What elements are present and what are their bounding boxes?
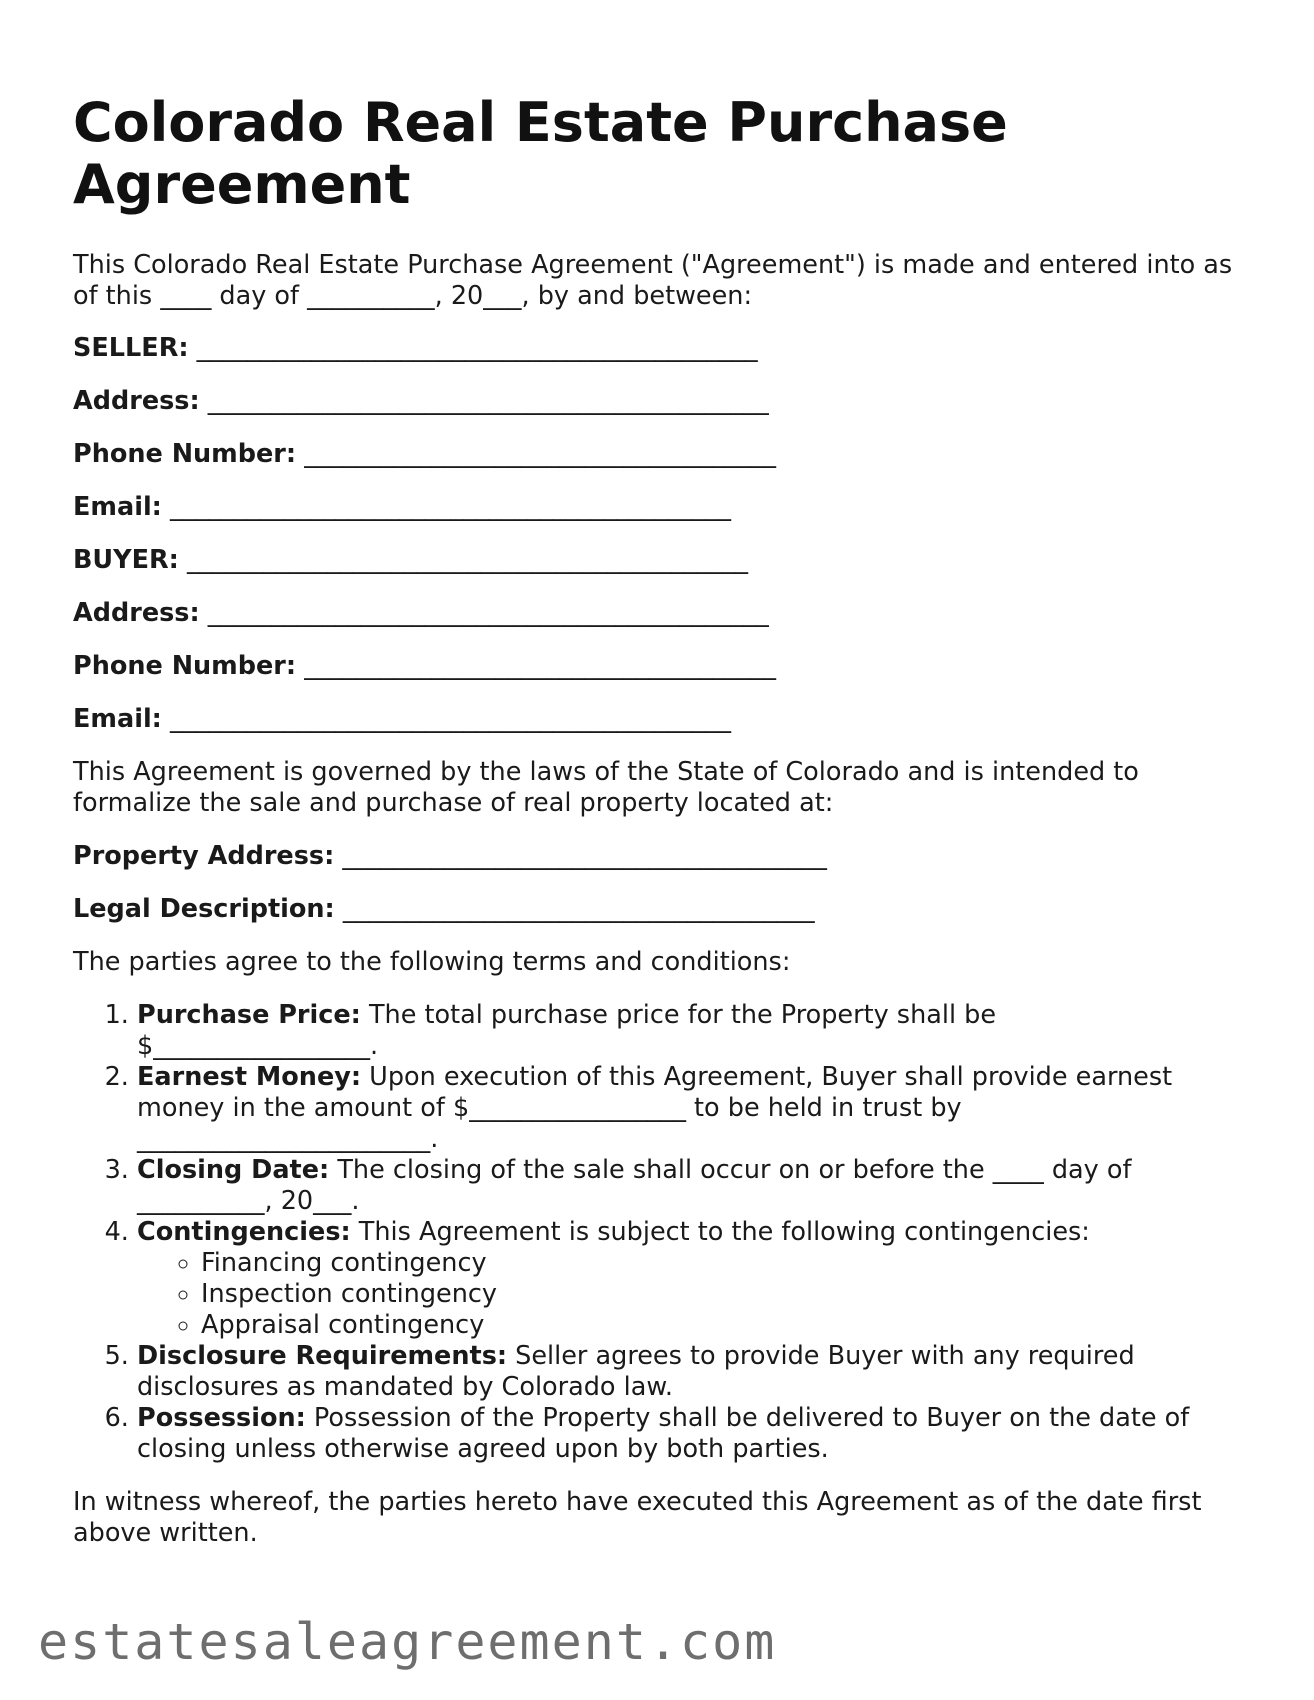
property-address-label: Property Address: [73, 841, 335, 871]
term-label: Closing Date: [137, 1155, 330, 1185]
legal-description-label: Legal Description: [73, 894, 335, 924]
term-closing-date [137, 1155, 1233, 1217]
seller-email-label: Email: [73, 492, 162, 522]
buyer-email-field [73, 704, 1233, 735]
seller-email-blank: ____________________________________________ [170, 492, 731, 522]
seller-phone-label: Phone Number: [73, 439, 297, 469]
buyer-phone-field [73, 651, 1233, 682]
legal-description-blank: _____________________________________ [342, 894, 815, 924]
contingency-item: ◦ Appraisal contingency [201, 1310, 1233, 1341]
document-title: Colorado Real Estate Purchase Agreement [73, 91, 1008, 216]
buyer-address-label: Address: [73, 598, 200, 628]
seller-address-label: Address: [73, 386, 200, 416]
governing-law-paragraph: This Agreement is governed by the laws of the State of Colorado and is intended to formalize the sale and purchase of real property located at: [73, 757, 1139, 818]
buyer-address-blank: ____________________________________________ [207, 598, 769, 628]
seller-address-blank: ____________________________________________ [207, 386, 769, 416]
witness-paragraph: In witness whereof, the parties hereto have executed this Agreement as of the date first above written. [73, 1487, 1202, 1548]
contingency-item: ◦ Inspection contingency [201, 1279, 1233, 1310]
buyer-name-blank: ____________________________________________ [186, 545, 748, 575]
buyer-email-blank: ____________________________________________ [170, 704, 731, 734]
term-label: Disclosure Requirements: [137, 1341, 508, 1371]
term-disclosure-requirements [137, 1341, 1233, 1403]
term-possession [137, 1403, 1233, 1465]
contingency-item: ◦ Financing contingency [201, 1248, 1233, 1279]
term-contingencies [137, 1217, 1233, 1341]
contingencies-list [137, 1248, 1233, 1341]
seller-name-label: SELLER: [73, 333, 189, 363]
term-label: Possession: [137, 1403, 306, 1433]
buyer-phone-blank: _____________________________________ [304, 651, 776, 681]
seller-email-field [73, 492, 1233, 523]
site-watermark: estatesaleagreement.com [38, 1613, 777, 1671]
buyer-name-field [73, 545, 1233, 576]
seller-name-field [73, 333, 1233, 364]
term-text: Upon execution of this Agreement, Buyer shall provide earnest money in the amount of $_________________ to be held in trust by _______________________. [137, 1062, 1173, 1154]
term-text: The total purchase price for the Property shall be $_________________. [137, 1000, 997, 1061]
term-label: Earnest Money: [137, 1062, 362, 1092]
term-text: The closing of the sale shall occur on or before the ____ day of __________, 20___. [137, 1155, 1132, 1216]
legal-description-field [73, 894, 1233, 925]
terms-list [73, 1000, 1233, 1465]
term-purchase-price [137, 1000, 1233, 1062]
seller-name-blank: ____________________________________________ [196, 333, 758, 363]
property-address-blank: ______________________________________ [342, 841, 827, 871]
buyer-name-label: BUYER: [73, 545, 179, 575]
term-text: This Agreement is subject to the following contingencies: [350, 1217, 1090, 1247]
seller-phone-blank: _____________________________________ [304, 439, 776, 469]
term-label: Purchase Price: [137, 1000, 361, 1030]
buyer-email-label: Email: [73, 704, 162, 734]
term-text: Seller agrees to provide Buyer with any required disclosures as mandated by Colorado law. [137, 1341, 1135, 1402]
term-text: Possession of the Property shall be delivered to Buyer on the date of closing unless otherwise agreed upon by both parties. [137, 1403, 1190, 1464]
document-page [73, 92, 1233, 1549]
intro-paragraph: This Colorado Real Estate Purchase Agreement ("Agreement") is made and entered into as of this ____ day of __________, 20___, by and between: [73, 250, 1233, 311]
property-address-field [73, 841, 1233, 872]
buyer-phone-label: Phone Number: [73, 651, 297, 681]
term-label: Contingencies: [137, 1217, 351, 1247]
seller-phone-field [73, 439, 1233, 470]
seller-address-field [73, 386, 1233, 417]
term-earnest-money [137, 1062, 1233, 1155]
terms-intro: The parties agree to the following terms and conditions: [73, 947, 791, 977]
buyer-address-field [73, 598, 1233, 629]
